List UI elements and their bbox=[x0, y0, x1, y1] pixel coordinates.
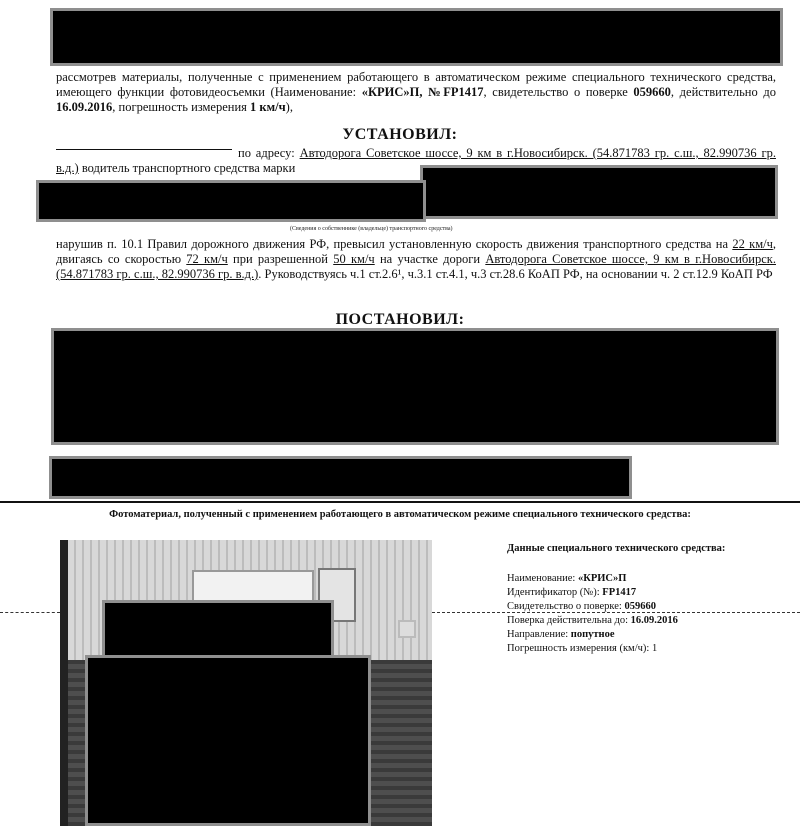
certificate-number: 059660 bbox=[633, 85, 671, 99]
device-direction-label: Направление: bbox=[507, 629, 571, 640]
road-section: Автодорога Советское шоссе, 9 км в г.Новосибирск. (54.871783 гр. с.ш., 82.990736 гр. в.д.) bbox=[56, 252, 776, 281]
violation-address: Автодорога Советское шоссе, 9 км в г.Новосибирск. (54.871783 гр. с.ш., 82.990736 гр. в.д.) bbox=[56, 146, 776, 175]
vehicle-text: водитель транспортного средства марки bbox=[78, 161, 296, 175]
device-valid-label: Поверка действительна до: bbox=[507, 615, 631, 626]
redacted-owner bbox=[36, 180, 426, 222]
device-valid-row bbox=[507, 614, 725, 628]
heading-decided: ПОСТАНОВИЛ: bbox=[335, 311, 465, 328]
heading-established: УСТАНОВИЛ: bbox=[342, 126, 458, 143]
device-cert-label: Свидетельство о поверке: bbox=[507, 601, 625, 612]
section-divider bbox=[0, 501, 800, 503]
device-cert-value: 059660 bbox=[624, 601, 656, 612]
violation-text: . Руководствуясь ч.1 ст.2.6¹, ч.3.1 ст.4.1, ч.3 ст.28.6 КоАП РФ, на основании ч. 2 ст.12.9 КоАП РФ bbox=[258, 267, 773, 281]
violation-text: на участке дороги bbox=[374, 252, 486, 266]
device-id-row bbox=[507, 586, 725, 600]
intro-text: , свидетельство о поверке bbox=[483, 85, 634, 99]
violation-text: нарушив п. 10.1 Правил дорожного движения РФ, превысил установленную скорость движения транспортного средства на bbox=[56, 237, 733, 251]
intro-text: рассмотрев материалы, полученные с применением работающего в автоматическом режиме специального технического средства, имеющего функции фотовидеосъемки (Наименование: bbox=[56, 70, 776, 99]
redacted-plate bbox=[102, 600, 334, 658]
violation-text: при разрешенной bbox=[227, 252, 334, 266]
device-cert-row bbox=[507, 600, 725, 614]
intro-text: ), bbox=[285, 100, 293, 114]
photo-edge bbox=[60, 540, 68, 826]
intro-paragraph bbox=[56, 70, 776, 115]
device-name-row bbox=[507, 572, 725, 586]
device-id-label: Идентификатор (№): bbox=[507, 587, 603, 598]
measurement-error: 1 км/ч bbox=[250, 100, 286, 114]
redacted-signature bbox=[49, 456, 632, 499]
speed-excess: 22 км/ч bbox=[732, 237, 773, 251]
device-name-value: «КРИС»П bbox=[577, 573, 627, 584]
valid-until: 16.09.2016 bbox=[56, 100, 113, 114]
device-info-title: Данные специального технического средства: bbox=[507, 543, 726, 554]
address-prefix: по адресу: bbox=[238, 146, 300, 160]
device-valid-value: 16.09.2016 bbox=[630, 615, 678, 626]
device-error-value: 1 bbox=[651, 643, 658, 654]
violation-paragraph bbox=[56, 237, 776, 282]
redacted-decision bbox=[51, 328, 779, 445]
redacted-header bbox=[50, 8, 783, 66]
intro-text: , погрешность измерения bbox=[112, 100, 251, 114]
device-name-label: Наименование: bbox=[507, 573, 578, 584]
allowed-speed: 50 км/ч bbox=[333, 252, 375, 266]
device-error-label: Погрешность измерения (км/ч): bbox=[507, 643, 652, 654]
device-id-value: FP1417 bbox=[602, 587, 637, 598]
violation-text: , двигаясь со скоростью bbox=[56, 237, 776, 266]
device-error-row bbox=[507, 642, 725, 656]
redacted-vehicle-photo bbox=[85, 655, 371, 826]
owner-caption: (Сведения о собственнике (владельце) транспортного средства) bbox=[290, 226, 453, 232]
redacted-vehicle bbox=[420, 165, 778, 219]
intro-text: , действительно до bbox=[670, 85, 776, 99]
photo-lamp bbox=[398, 620, 416, 638]
device-direction-value: попутное bbox=[570, 629, 615, 640]
device-info bbox=[507, 542, 725, 656]
device-name: «КРИС»П, №FP1417 bbox=[361, 85, 484, 99]
photo-title: Фотоматериал, полученный с применением работающего в автоматическом режиме специального технического средства: bbox=[109, 509, 691, 520]
device-direction-row bbox=[507, 628, 725, 642]
dashed-line bbox=[0, 612, 60, 613]
actual-speed: 72 км/ч bbox=[186, 252, 228, 266]
